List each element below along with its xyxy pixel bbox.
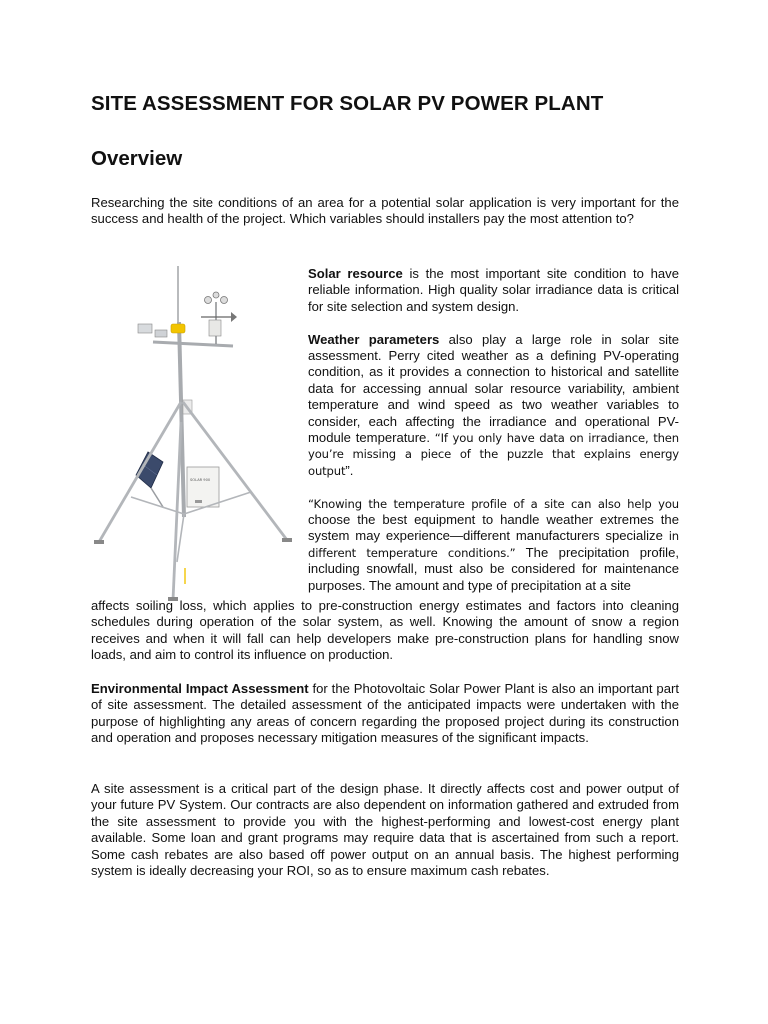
weather-paragraph (308, 332, 679, 480)
environmental-term: Environmental Impact Assessment (91, 681, 309, 696)
weather-quote-end: ”. (345, 462, 354, 478)
closing-paragraph: A site assessment is a critical part of the design phase. It directly affects cost and power output of your future PV System. Our contracts are also dependent on information gathered and extruded from the site assessment to provide you with the highest-performing and lowest-cost energy plant available. Some loan and grant programs may require data that is ascertained from such a report. Some cash rebates are also based off power output on an annual basis. The highest performing system is ideally decreasing your ROI, so as to ensure maximum cash rebates. (91, 781, 679, 879)
tripod-leg-left (99, 402, 181, 542)
document-title: SITE ASSESSMENT FOR SOLAR PV POWER PLANT (91, 92, 604, 115)
pyranometer (138, 324, 152, 333)
right-text-column (308, 266, 679, 594)
temperature-text-2: The precipitation profile, including snowfall, must also be considered for maintenance purposes. The amount and type of precipitation at a site (308, 544, 679, 593)
solar-resource-paragraph (308, 266, 679, 315)
intro-paragraph: Researching the site conditions of an area for a potential solar application is very important for the success and health of the project. Which variables should installers pay the most attention to? (91, 195, 679, 227)
solar-resource-term: Solar resource (308, 266, 403, 281)
weather-quote: “If you only have data on irradiance, then you’re missing a piece of the puzzle that explains energy output (308, 431, 679, 478)
temperature-quote-mid: in different temperature conditions.” (308, 529, 679, 560)
weather-station-image (91, 262, 297, 602)
temperature-paragraph-continued: affects soiling loss, which applies to pre-construction energy estimates and factors into cleaning schedules during operation of the solar system, as well. Knowing the amount of snow a region receives and when it will fall can help developers make pre-construction plans for handling snow loads, and aim to control its influence on production. (91, 598, 679, 663)
anemometer-cup-left (205, 297, 212, 304)
temperature-paragraph-top (308, 496, 679, 594)
mast (179, 322, 184, 517)
anemometer-cup-right (221, 297, 228, 304)
temperature-text-1: choose the best equipment to handle weather extremes the system may experience—different manufacturers specialize (308, 512, 679, 544)
weather-text: also play a large role in solar site assessment. Perry cited weather as a defining PV-operating condition, as it provides a connection to historical and satellite data for accessing annual solar resource variability, ambient temperature and wind speed as two weather variables to consider, each affecting the irradiance and operational PV-module temperature. (308, 331, 679, 446)
solar-resource-text: is the most important site condition to have reliable information. High quality solar irradiance data is critical for site selection and system design. (308, 266, 680, 314)
environmental-text: for the Photovoltaic Solar Power Plant is also an important part of site assessment. The detailed assessment of the anticipated impacts were undertaken with the purpose of highlighting any areas of concern regarding the proposed project during its construction and operation and proposes necessary mitigation measures of the significant impacts. (91, 681, 679, 746)
weather-term: Weather parameters (308, 331, 440, 347)
mast-collar (171, 324, 185, 333)
crossarm (153, 342, 233, 346)
section-heading-overview: Overview (91, 147, 183, 170)
enclosure-label: SOLAR 900 (190, 478, 211, 482)
temperature-quote-start: “Knowing the temperature profile of a site can also help you (308, 496, 679, 511)
logger-enclosure (187, 467, 219, 507)
environmental-paragraph (91, 681, 679, 747)
